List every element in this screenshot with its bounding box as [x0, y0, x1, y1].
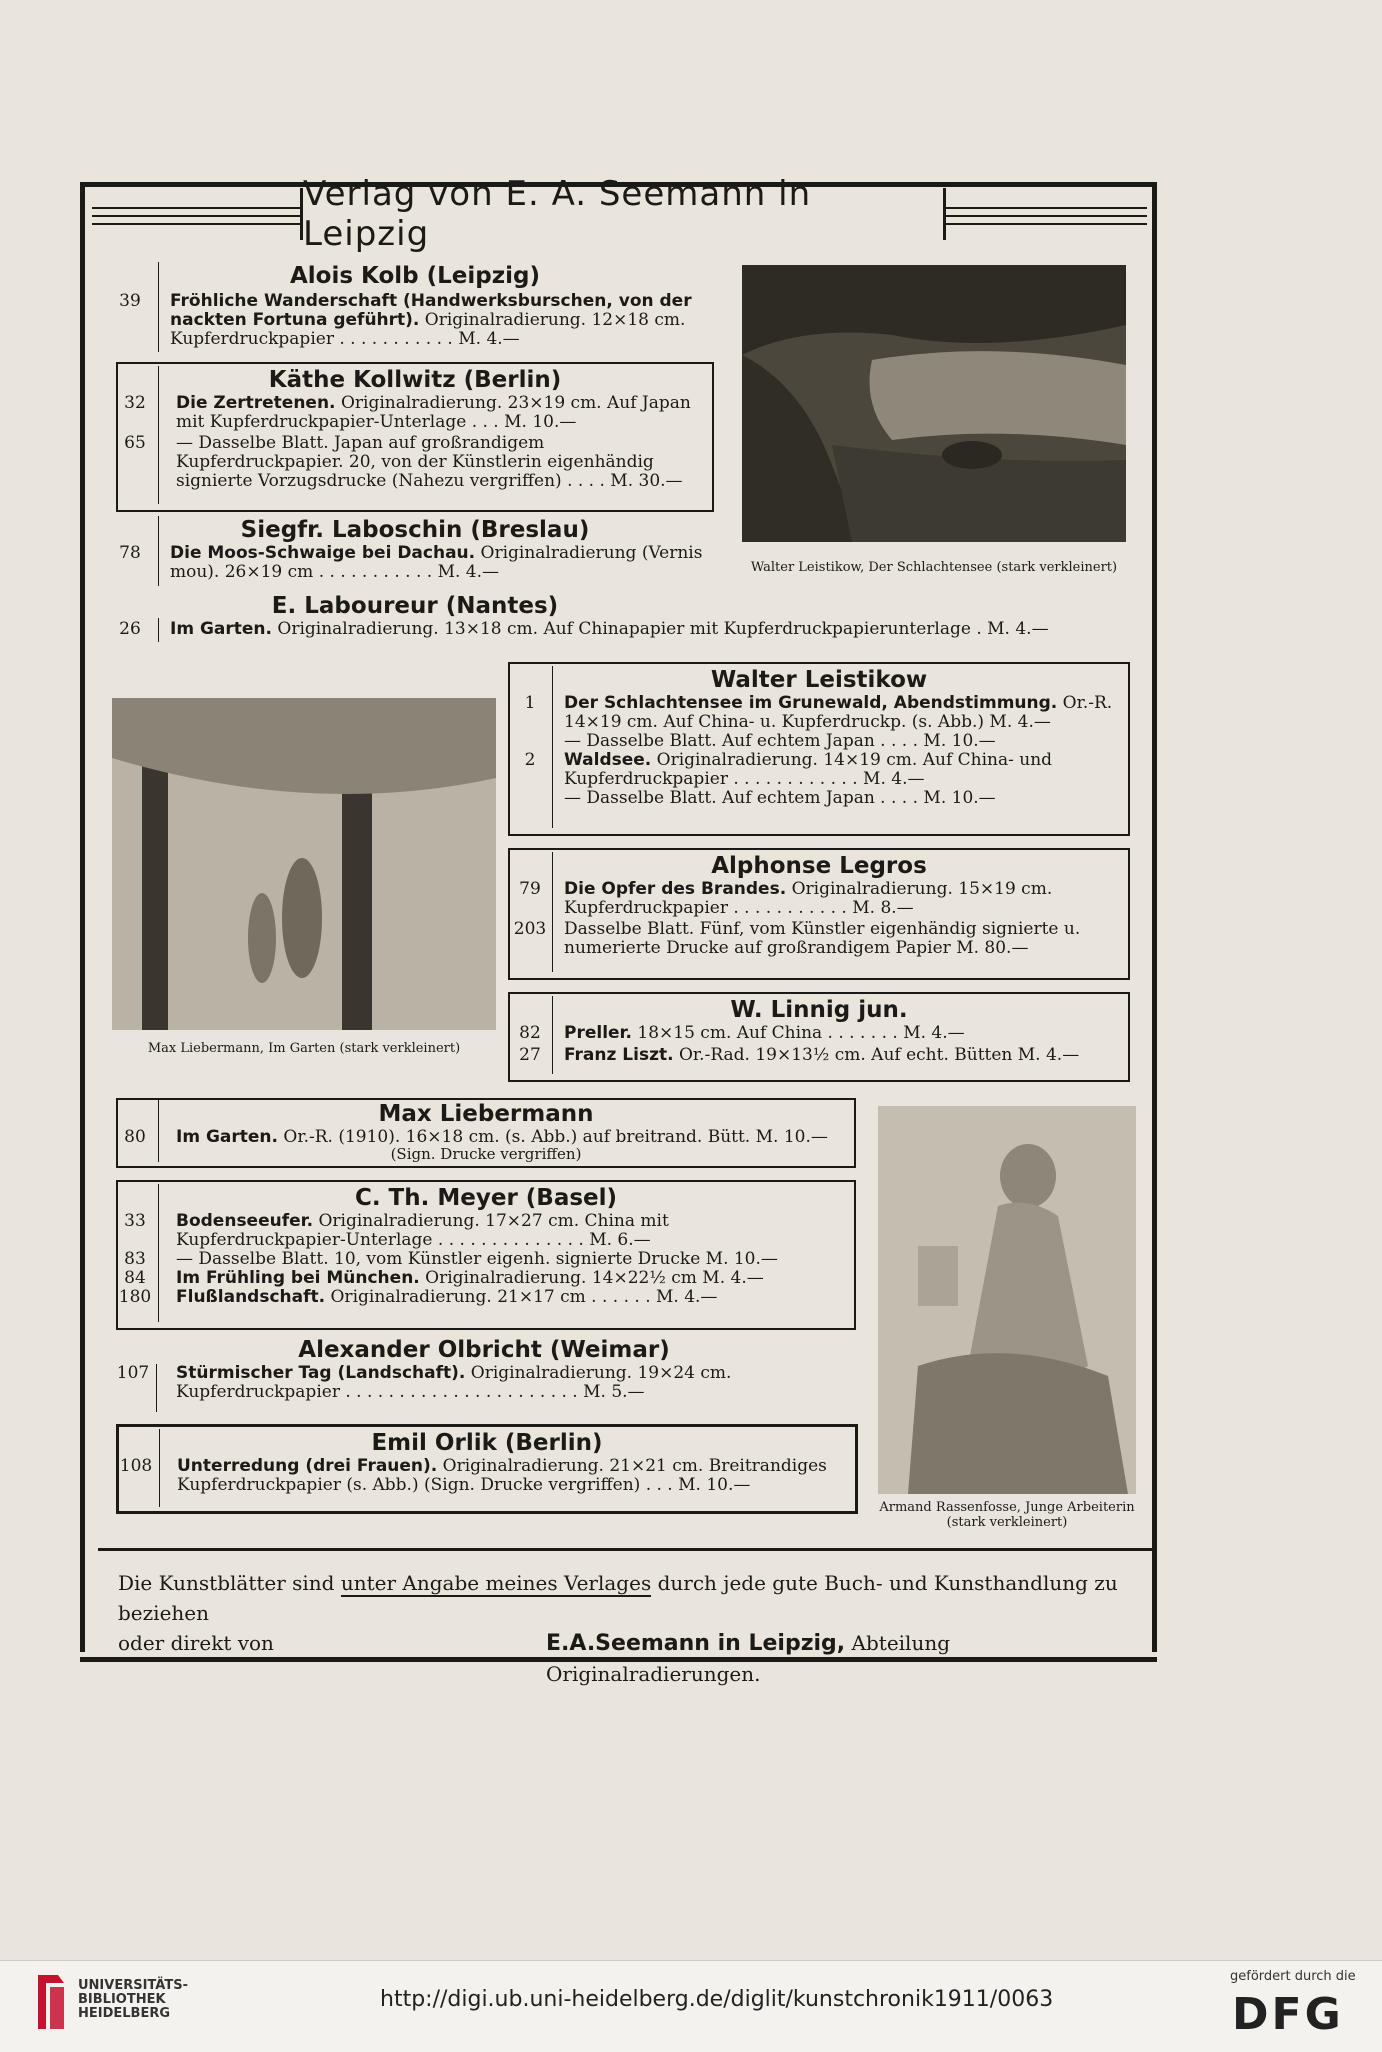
rassenfosse-caption: Armand Rassenfosse, Junge Arbeiterin (stark verkleinert): [879, 1500, 1135, 1530]
entry-title: Preller.: [564, 1023, 632, 1043]
entry-number: 1: [524, 693, 536, 713]
entry-number: 27: [519, 1045, 541, 1065]
section-leistikow: [508, 662, 1130, 836]
entry-number: 26: [119, 619, 141, 639]
entry-number: 108: [119, 1456, 153, 1476]
entry-title: Im Garten.: [170, 619, 272, 639]
library-logo-icon: [34, 1973, 68, 2031]
section-laboschin: [110, 516, 720, 582]
entry-desc: Originalradierung. 17×27 cm. China mit Kupferdruckpapier-Unterlage . . . . . . . . . . . . . . M. 6.—: [176, 1211, 669, 1250]
artist-name: Max Liebermann: [378, 1101, 594, 1127]
entry-number: 83: [124, 1249, 146, 1269]
footer-underlined: unter Angabe meines Verlages: [340, 1571, 652, 1595]
source-url[interactable]: http://digi.ub.uni-heidelberg.de/diglit/kunstchronik1911/0063: [380, 1987, 1054, 2012]
entry-number: 180: [118, 1287, 152, 1307]
entry-title: Waldsee.: [564, 750, 652, 770]
entry-note: (Sign. Drucke vergriffen): [390, 1145, 582, 1163]
entry-desc: Dasselbe Blatt. Fünf, vom Künstler eigenhändig signierte u. numerierte Drucke auf großrandigem Papier M. 80.—: [564, 919, 1081, 958]
entry-number: 107: [116, 1363, 150, 1383]
entry-number: 80: [124, 1127, 146, 1147]
liebermann-image: [112, 698, 496, 1030]
entry-desc: — Dasselbe Blatt. Japan auf großrandigem Kupferdruckpapier. 20, von der Künstlerin eigenhändig signierte Vorzugsdrucke (Nahezu vergriffen) . . . . M. 30.—: [176, 433, 683, 491]
artist-name: E. Laboureur (Nantes): [271, 593, 559, 619]
digitization-bar: [0, 1960, 1382, 2052]
section-meyer: [116, 1180, 856, 1330]
footer-rule: [98, 1548, 1153, 1551]
entry-price: Kupferdruckpapier . . . . . . . . . . . M. 4.—: [170, 329, 520, 349]
rassenfosse-image: [878, 1106, 1136, 1494]
footer-note: [118, 1568, 1148, 1686]
entry-desc: Originalradierung. 23×19 cm. Auf Japan mit Kupferdruckpapier-Unterlage . . . M. 10.—: [176, 393, 691, 432]
funded-label: gefördert durch die: [1230, 1969, 1356, 1984]
entry-title: Stürmischer Tag (Landschaft).: [176, 1363, 466, 1383]
entry-number: 78: [119, 543, 141, 563]
artist-name: Emil Orlik (Berlin): [371, 1430, 603, 1456]
entry-number: 84: [124, 1268, 146, 1288]
entry-desc: 18×15 cm. Auf China . . . . . . . M. 4.—: [637, 1023, 965, 1043]
entry-desc: — Dasselbe Blatt. 10, vom Künstler eigenh. signierte Drucke M. 10.—: [176, 1249, 778, 1269]
artist-name: Käthe Kollwitz (Berlin): [268, 367, 562, 393]
dfg-logo: DFG: [1232, 1989, 1344, 2040]
section-linnig: [508, 992, 1130, 1082]
entry-desc: Originalradierung (Vernis mou). 26×19 cm . . . . . . . . . . . M. 4.—: [170, 543, 703, 582]
section-legros: [508, 848, 1130, 980]
entry-number: 33: [124, 1211, 146, 1231]
entry-title: Im Frühling bei München.: [176, 1268, 420, 1288]
entry-title: Flußlandschaft.: [176, 1287, 326, 1307]
entry-title: Fröhliche Wanderschaft (Handwerksburschen, von der nackten Fortuna geführt).: [170, 291, 692, 330]
artist-name: W. Linnig jun.: [730, 997, 908, 1023]
artist-name: C. Th. Meyer (Basel): [354, 1185, 618, 1211]
artist-name: Siegfr. Laboschin (Breslau): [240, 517, 590, 543]
frame-left-rule: [80, 182, 85, 1652]
footer-publisher: E.A.Seemann in Leipzig,: [546, 1631, 846, 1656]
entry-number: 65: [124, 433, 146, 453]
entry-title: Bodenseeufer.: [176, 1211, 314, 1231]
entry-title: Die Opfer des Brandes.: [564, 879, 787, 899]
entry-number: 79: [519, 879, 541, 899]
entry-desc: Originalradierung. 12×18 cm.: [424, 310, 686, 330]
artist-name: Alphonse Legros: [711, 853, 927, 879]
liebermann-caption: Max Liebermann, Im Garten (stark verkleinert): [147, 1041, 461, 1056]
entry-desc: — Dasselbe Blatt. Auf echtem Japan . . . . M. 10.—: [564, 788, 996, 808]
leistikow-caption: Walter Leistikow, Der Schlachtensee (stark verkleinert): [750, 560, 1118, 575]
artist-name: Walter Leistikow: [710, 667, 928, 693]
entry-desc: Originalradierung. 21×17 cm . . . . . . M. 4.—: [330, 1287, 718, 1307]
leistikow-image: [742, 265, 1126, 542]
section-laboureur: [110, 592, 1140, 639]
footer-text: Abteilung Originalradierungen.: [546, 1631, 951, 1686]
section-olbricht: [116, 1336, 852, 1402]
entry-desc: Or.-R. 14×19 cm. Auf China- u. Kupferdruckp. (s. Abb.) M. 4.—: [564, 693, 1113, 732]
entry-title: Im Garten.: [176, 1127, 278, 1147]
entry-title: Die Zertretenen.: [176, 393, 336, 413]
artist-name: Alois Kolb (Leipzig): [289, 263, 540, 289]
entry-title: Die Moos-Schwaige bei Dachau.: [170, 543, 476, 563]
entry-number: 2: [524, 750, 536, 770]
footer-text: oder direkt von: [118, 1631, 274, 1655]
entry-desc: Originalradierung. 14×19 cm. Auf China- und Kupferdruckpapier . . . . . . . . . . . . M. 4.—: [564, 750, 1053, 789]
entry-desc: Or.-Rad. 19×13½ cm. Auf echt. Bütten M. 4.—: [678, 1045, 1080, 1065]
entry-desc: Or.-R. (1910). 16×18 cm. (s. Abb.) auf breitrand. Bütt. M. 10.—: [283, 1127, 828, 1147]
entry-number: 39: [119, 291, 141, 311]
entry-number: 203: [513, 919, 547, 939]
section-liebermann: [116, 1098, 856, 1168]
library-name: UNIVERSITÄTS- BIBLIOTHEK HEIDELBERG: [78, 1978, 188, 2021]
entry-desc: Originalradierung. 21×21 cm. Breitrandiges Kupferdruckpapier (s. Abb.) (Sign. Drucke vergriffen) . . . M. 10.—: [177, 1456, 827, 1495]
entry-title: Der Schlachtensee im Grunewald, Abendstimmung.: [564, 693, 1058, 713]
entry-desc: Originalradierung. 19×24 cm. Kupferdruckpapier . . . . . . . . . . . . . . . . . . . . . . M. 5.—: [176, 1363, 732, 1402]
section-kollwitz: [116, 362, 714, 512]
section-kolb: [110, 262, 720, 349]
page-title: Verlag von E. A. Seemann in Leipzig: [300, 188, 946, 240]
entry-title: Franz Liszt.: [564, 1045, 674, 1065]
entry-desc: Originalradierung. 15×19 cm. Kupferdruckpapier . . . . . . . . . . . M. 8.—: [564, 879, 1053, 918]
entry-desc: Originalradierung. 14×22½ cm M. 4.—: [425, 1268, 764, 1288]
artist-name: Alexander Olbricht (Weimar): [298, 1337, 670, 1363]
footer-text: durch jede gute Buch- und Kunsthandlung zu beziehen: [118, 1571, 1118, 1625]
entry-desc: — Dasselbe Blatt. Auf echtem Japan . . . . M. 10.—: [564, 731, 996, 751]
entry-desc: Originalradierung. 13×18 cm. Auf Chinapapier mit Kupferdruckpapierunterlage . M. 4.—: [277, 619, 1049, 639]
section-orlik: [116, 1424, 858, 1514]
footer-text: Die Kunstblätter sind: [118, 1571, 335, 1595]
entry-title: Unterredung (drei Frauen).: [177, 1456, 438, 1476]
entry-number: 32: [124, 393, 146, 413]
frame-right-rule: [1152, 182, 1157, 1652]
entry-number: 82: [519, 1023, 541, 1043]
